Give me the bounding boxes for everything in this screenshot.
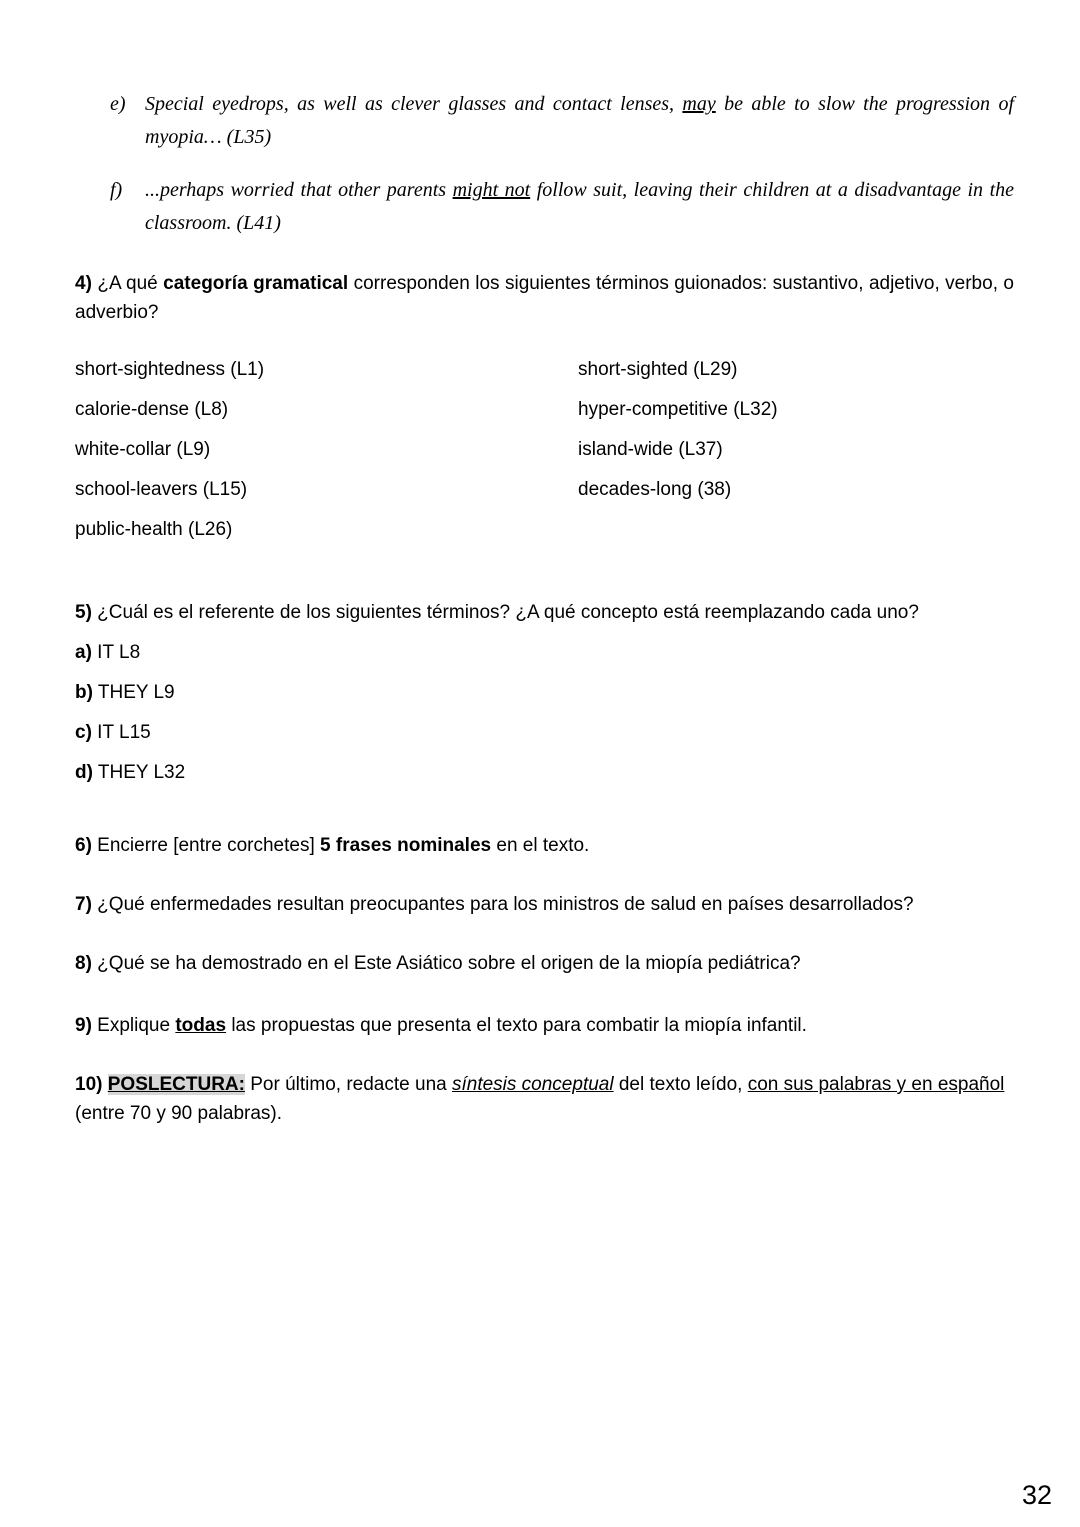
term-item: calorie-dense (L8) <box>75 399 229 420</box>
question-6-post: en el texto. <box>491 835 590 856</box>
term-item: school-leavers (L15) <box>75 479 248 500</box>
item-c-text: IT L15 <box>91 722 151 743</box>
question-5-item-c <box>75 718 1014 747</box>
question-4-pre: ¿A qué <box>91 273 164 294</box>
question-8-number: 8) <box>75 953 92 974</box>
term-item: public-health (L26) <box>75 519 233 540</box>
question-5-item-d <box>75 758 1014 787</box>
item-c-label: c) <box>75 722 92 743</box>
question-10-seg1: Por último, redacte una <box>244 1074 452 1095</box>
question-9-post: las propuestas que presenta el texto para combatir la miopía infantil. <box>226 1015 807 1036</box>
question-5-item-b <box>75 678 1014 707</box>
term-item: short-sightedness (L1) <box>75 359 265 380</box>
question-5-text: ¿Cuál es el referente de los siguientes términos? ¿A qué concepto está reemplazando cada uno? <box>91 602 919 623</box>
question-6-pre: Encierre [entre corchetes] <box>91 835 321 856</box>
question-10-number: 10) <box>75 1074 108 1095</box>
quote-e-underlined: may <box>682 93 716 115</box>
question-5 <box>75 598 1014 627</box>
question-10-seg3: (entre 70 y 90 palabras). <box>75 1103 283 1124</box>
term-item: decades-long (38) <box>578 479 732 500</box>
question-9-pre: Explique <box>91 1015 176 1036</box>
question-9 <box>75 1011 1014 1040</box>
term-item: short-sighted (L29) <box>578 359 738 380</box>
quote-e-label: e) <box>110 93 126 115</box>
item-b-label: b) <box>75 682 93 703</box>
question-6-bold: 5 frases nominales <box>320 835 492 856</box>
item-a-text: IT L8 <box>91 642 141 663</box>
quote-item-e <box>110 88 1014 154</box>
item-d-label: d) <box>75 762 93 783</box>
question-10 <box>75 1070 1014 1128</box>
question-6-number: 6) <box>75 835 92 856</box>
quote-f-label: f) <box>110 179 123 201</box>
question-10-seg2: del texto leído, <box>613 1074 748 1095</box>
question-9-bold-underline: todas <box>175 1015 227 1036</box>
question-5-number: 5) <box>75 602 92 623</box>
question-4-post: corresponden los siguientes términos guionados: sustantivo, adjetivo, verbo, o adverbio? <box>75 273 1014 323</box>
question-10-italic-underline: síntesis conceptual <box>451 1074 614 1095</box>
item-a-label: a) <box>75 642 92 663</box>
quote-f-pre: ...perhaps worried that other parents <box>145 179 453 201</box>
question-8 <box>75 949 1014 978</box>
question-6 <box>75 831 1014 860</box>
term-item: island-wide (L37) <box>578 439 723 460</box>
term-item: hyper-competitive (L32) <box>578 399 778 420</box>
item-b-text: THEY L9 <box>92 682 175 703</box>
question-4-number: 4) <box>75 273 92 294</box>
question-4 <box>75 269 1014 327</box>
terms-column-right <box>578 360 1014 560</box>
question-5-item-a <box>75 638 1014 667</box>
question-10-underline: con sus palabras y en español <box>747 1074 1005 1095</box>
question-7-text: ¿Qué enfermedades resultan preocupantes para los ministros de salud en países desarrollados? <box>91 894 914 915</box>
terms-column-left <box>75 360 578 560</box>
question-10-poslectura-highlight: POSLECTURA: <box>107 1074 245 1095</box>
term-item: white-collar (L9) <box>75 439 211 460</box>
question-4-bold: categoría gramatical <box>163 273 349 294</box>
question-8-text: ¿Qué se ha demostrado en el Este Asiático sobre el origen de la miopía pediátrica? <box>91 953 801 974</box>
quote-f-post: follow suit, leaving their children at a disadvantage in the classroom. (L41) <box>145 179 1014 234</box>
quote-item-f <box>110 174 1014 240</box>
question-7-number: 7) <box>75 894 92 915</box>
quote-e-pre: Special eyedrops, as well as clever glasses and contact lenses, <box>145 93 683 115</box>
question-9-number: 9) <box>75 1015 92 1036</box>
page-number: 32 <box>1021 1480 1052 1510</box>
quote-e-post: be able to slow the progression of myopia… (L35) <box>145 93 1014 148</box>
quote-f-underlined: might not <box>452 179 531 201</box>
question-7 <box>75 890 1014 919</box>
item-d-text: THEY L32 <box>92 762 186 783</box>
hyphenated-terms-list <box>75 360 1014 560</box>
